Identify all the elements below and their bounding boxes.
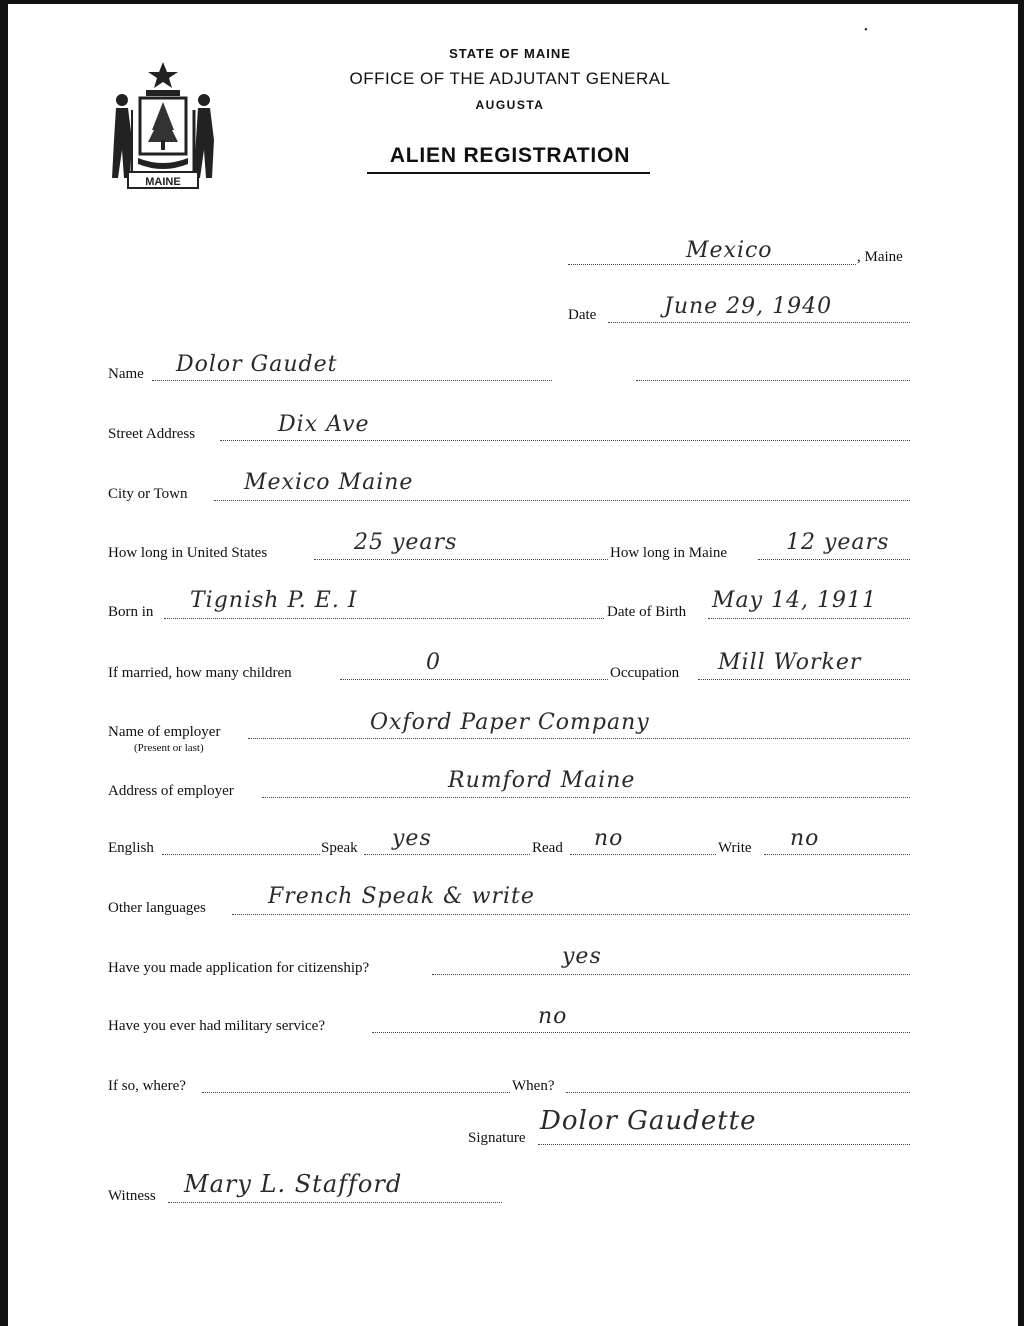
where-line	[202, 1092, 510, 1093]
when-label: When?	[512, 1078, 555, 1094]
scan-edge-left	[0, 0, 8, 1326]
maine-state-seal	[108, 60, 218, 192]
city-label: City or Town	[108, 486, 188, 502]
street-label: Street Address	[108, 426, 196, 442]
date-of-birth-line	[708, 618, 910, 619]
born-in-label: Born in	[108, 604, 154, 620]
citizenship-entry: yes	[562, 944, 602, 969]
when-line	[566, 1092, 910, 1093]
name-line-2	[636, 380, 910, 381]
citizenship-label: Have you made application for citizenship?	[108, 960, 370, 976]
form-title: ALIEN REGISTRATION	[389, 144, 631, 167]
read-entry: no	[594, 826, 624, 851]
employer-entry: Oxford Paper Company	[370, 710, 650, 735]
english-label: English	[108, 840, 154, 856]
street-line	[220, 440, 910, 441]
witness-entry: Mary L. Stafford	[184, 1170, 403, 1198]
military-line	[372, 1032, 910, 1033]
write-line	[764, 854, 910, 855]
header-state: STATE OF MAINE	[449, 46, 571, 61]
employer-label: Name of employer	[108, 724, 221, 740]
military-label: Have you ever had military service?	[108, 1018, 325, 1034]
military-entry: no	[538, 1004, 568, 1029]
title-underline	[367, 172, 650, 174]
how-long-maine-line	[758, 559, 910, 560]
speak-entry: yes	[392, 826, 432, 851]
how-long-us-line	[314, 559, 608, 560]
name-label: Name	[108, 366, 144, 382]
signature-label: Signature	[468, 1130, 526, 1146]
speak-line	[364, 854, 530, 855]
town-line	[568, 264, 856, 265]
read-label: Read	[532, 840, 563, 856]
date-of-birth-label: Date of Birth	[607, 604, 687, 620]
header-office: OFFICE OF THE ADJUTANT GENERAL	[349, 69, 671, 88]
city-entry: Mexico Maine	[244, 470, 414, 495]
write-entry: no	[790, 826, 820, 851]
town-entry: Mexico	[686, 238, 773, 263]
header-city: AUGUSTA	[475, 98, 545, 112]
occupation-line	[698, 679, 910, 680]
write-label: Write	[718, 840, 752, 856]
witness-line	[168, 1202, 502, 1203]
employer-address-entry: Rumford Maine	[448, 768, 636, 793]
children-entry: 0	[426, 650, 441, 675]
date-label: Date	[568, 307, 597, 323]
scan-edge-right	[1018, 0, 1024, 1326]
signature-line	[538, 1144, 910, 1145]
street-entry: Dix Ave	[278, 412, 370, 437]
employer-address-line	[262, 797, 910, 798]
name-line-1	[152, 380, 552, 381]
children-line	[340, 679, 608, 680]
speak-label: Speak	[321, 840, 358, 856]
employer-line	[248, 738, 910, 739]
maine-label: , Maine	[857, 249, 903, 265]
english-line	[162, 854, 320, 855]
how-long-maine-entry: 12 years	[786, 530, 890, 555]
date-of-birth-entry: May 14, 1911	[712, 588, 878, 613]
occupation-entry: Mill Worker	[718, 650, 862, 675]
signature-entry: Dolor Gaudette	[540, 1106, 757, 1136]
other-languages-line	[232, 914, 910, 915]
scan-edge-top	[0, 0, 1024, 4]
how-long-us-entry: 25 years	[354, 530, 458, 555]
employer-address-label: Address of employer	[108, 783, 234, 799]
other-languages-label: Other languages	[108, 900, 206, 916]
born-in-line	[164, 618, 604, 619]
born-in-entry: Tignish P. E. I	[190, 588, 358, 613]
occupation-label: Occupation	[610, 665, 680, 681]
seal-text: MAINE	[145, 176, 181, 188]
name-entry: Dolor Gaudet	[176, 352, 338, 377]
scan-speck: •	[864, 24, 868, 36]
how-long-us-label: How long in United States	[108, 545, 268, 561]
citizenship-line	[432, 974, 910, 975]
date-entry: June 29, 1940	[664, 294, 833, 319]
how-long-maine-label: How long in Maine	[610, 545, 728, 561]
where-label: If so, where?	[108, 1078, 186, 1094]
city-line	[214, 500, 910, 501]
witness-label: Witness	[108, 1188, 156, 1204]
children-label: If married, how many children	[108, 665, 292, 681]
employer-sublabel: (Present or last)	[134, 742, 204, 754]
date-line	[608, 322, 910, 323]
read-line	[570, 854, 716, 855]
other-languages-entry: French Speak & write	[268, 884, 535, 909]
